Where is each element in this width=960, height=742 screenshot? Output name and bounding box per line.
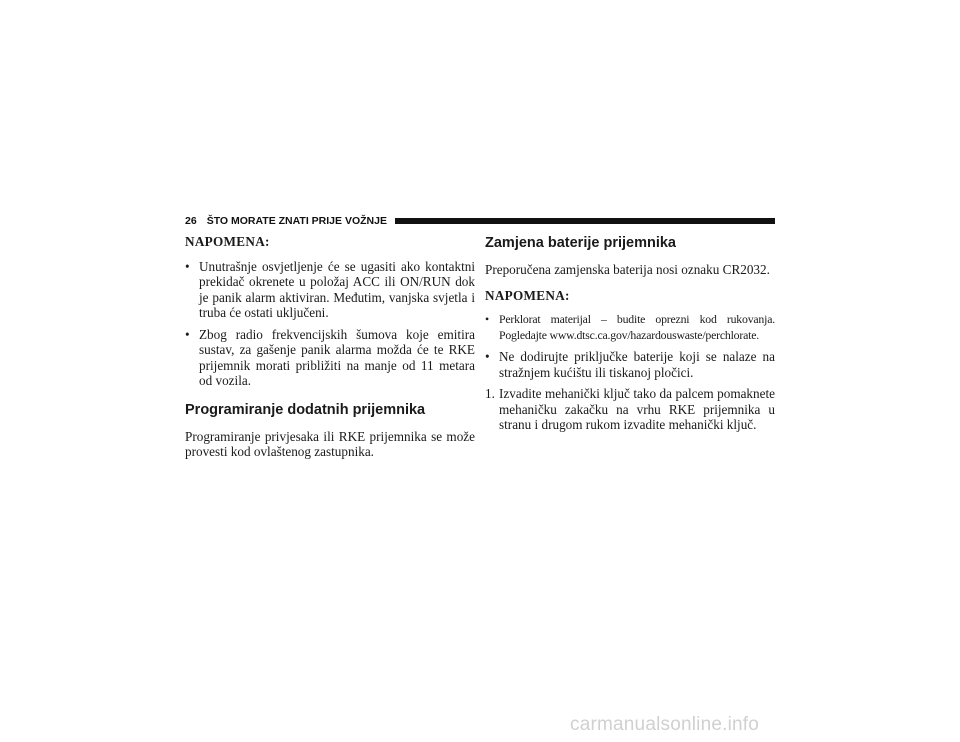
running-title: ŠTO MORATE ZNATI PRIJE VOŽNJE [206, 215, 387, 227]
list-item: • Perklorat materijal – budite oprezni kod rukovanja. Pogledajte www.dtsc.ca.gov/hazardouswaste/perchlorate. [485, 312, 775, 342]
bullet-icon: • [485, 312, 489, 326]
bullet-icon: • [185, 326, 190, 342]
section-title: Programiranje dodatnih prijemnika [185, 401, 426, 418]
note-bullet-list [485, 312, 775, 380]
right-column [485, 234, 775, 433]
step-item [485, 386, 775, 433]
left-column [185, 234, 475, 470]
body-paragraph: Preporučena zamjenska baterija nosi oznaku CR2032. [485, 262, 770, 277]
list-item: • Zbog radio frekvencijskih šumova koje emitira sustav, za gašenje panik alarma možda će te RKE prijemnik morati približiti na manje od 11 metara od vozila. [185, 326, 475, 388]
step-number: 1. [485, 386, 495, 401]
watermark: carmanualsonline.info [570, 714, 760, 735]
note-label: NAPOMENA: [185, 234, 270, 249]
bullet-icon: • [185, 258, 190, 274]
note-label: NAPOMENA: [485, 287, 570, 303]
bullet-icon: • [485, 349, 490, 364]
step-list [485, 386, 775, 433]
section-title: Zamjena baterije prijemnika [485, 235, 676, 251]
header-rule [395, 218, 775, 224]
body-paragraph: Programiranje privjesaka ili RKE prijemnika se može provesti kod ovlaštenog zastupnika. [185, 428, 475, 459]
note-bullet-list [185, 259, 475, 389]
list-item: • Unutrašnje osvjetljenje će se ugasiti ako kontaktni prekidač okrenete u položaj ACC ili ON/RUN dok je panik alarm aktiviran. Međutim, vanjska svjetla i truba će ostati uključeni. [185, 258, 475, 320]
page-header [185, 213, 775, 229]
list-item: • Ne dodirujte priključke baterije koji se nalaze na stražnjem kućištu ili tiskanoj pločici. [485, 349, 775, 380]
step-text: Izvadite mehanički ključ tako da palcem pomaknete mehaničku zakačku na vrhu RKE prijemnika u stranu i drugom rukom izvadite mehanički ključ. [499, 386, 775, 432]
page-number: 26 [185, 215, 197, 227]
